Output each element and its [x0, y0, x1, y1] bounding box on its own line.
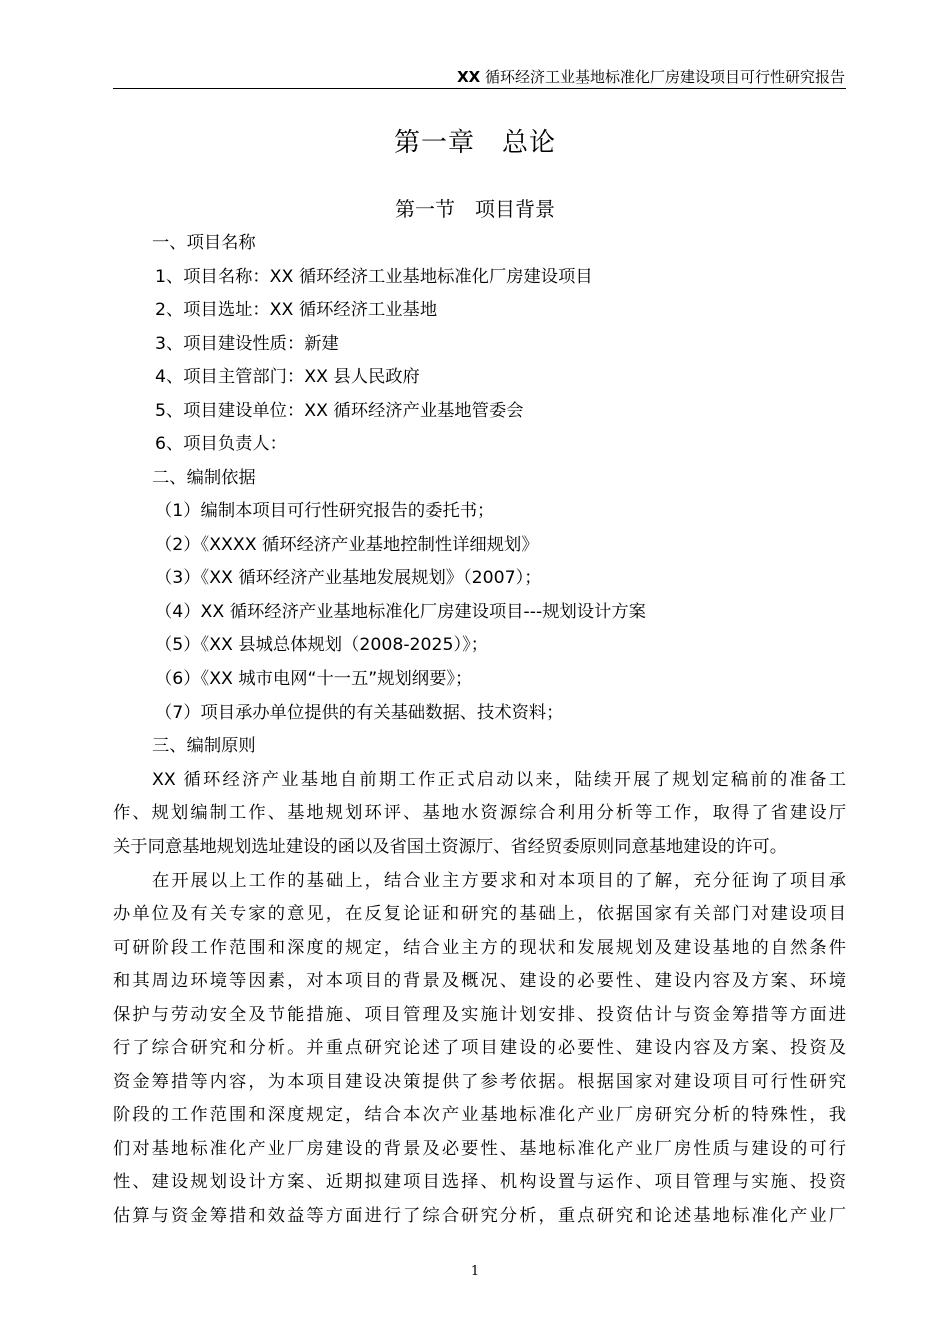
paragraph-line: 行了综合研究和分析。并重点研究论述了项目建设的必要性、建设内容及方案、投资及 — [113, 1038, 846, 1058]
heading-principles: 三、编制原则 — [152, 736, 256, 756]
list-item: 6、项目负责人： — [155, 434, 287, 454]
paragraph-line: 们对基地标准化产业厂房建设的背景及必要性、基地标准化产业厂房性质与建设的可行 — [113, 1139, 846, 1159]
header-title — [457, 66, 845, 87]
paragraph-line: 性、建设规划设计方案、近期拟建项目选择、机构设置与运作、项目管理与实施、投资 — [113, 1172, 846, 1192]
list-item: 3、项目建设性质：新建 — [155, 334, 339, 354]
paragraph-line: XX 循环经济产业基地自前期工作正式启动以来，陆续开展了规划定稿前的准备工 — [152, 770, 846, 790]
page-number: 1 — [470, 1264, 480, 1279]
section-title: 第一节 项目背景 — [395, 197, 555, 221]
chapter-title: 第一章 总论 — [393, 128, 556, 158]
header-title-prefix: XX — [457, 68, 481, 86]
paragraph-line: 在开展以上工作的基础上，结合业主方要求和对本项目的了解，充分征询了项目承 — [152, 871, 846, 891]
list-item: （3）《XX 循环经济产业基地发展规划》（2007）； — [155, 568, 542, 588]
paragraph-line: 办单位及有关专家的意见，在反复论证和研究的基础上，依据国家有关部门对建设项目 — [113, 904, 846, 924]
header-divider — [113, 88, 846, 89]
list-item: 4、项目主管部门：XX 县人民政府 — [155, 367, 420, 387]
paragraph-line: 阶段的工作范围和深度规定，结合本次产业基地标准化产业厂房研究分析的特殊性，我 — [113, 1105, 846, 1125]
heading-basis: 二、编制依据 — [152, 468, 256, 488]
list-item: （7）项目承办单位提供的有关基础数据、技术资料； — [155, 703, 564, 723]
list-item: （6）《XX 城市电网“十一五”规划纲要》； — [155, 669, 473, 689]
list-item: （4）XX 循环经济产业基地标准化厂房建设项目---规划设计方案 — [155, 602, 646, 622]
list-item: （2）《XXXX 循环经济产业基地控制性详细规划》 — [155, 535, 539, 555]
list-item: （1）编制本项目可行性研究报告的委托书； — [155, 501, 495, 521]
list-item: 2、项目选址：XX 循环经济工业基地 — [155, 300, 438, 320]
heading-project-name: 一、项目名称 — [152, 233, 256, 253]
list-item: 5、项目建设单位：XX 循环经济产业基地管委会 — [155, 401, 524, 421]
paragraph-line: 估算与资金筹措和效益等方面进行了综合研究分析，重点研究和论述基地标准化产业厂 — [113, 1206, 846, 1226]
paragraph-line: 保护与劳动安全及节能措施、项目管理及实施计划安排、投资估计与资金筹措等方面进 — [113, 1005, 846, 1025]
paragraph-line: 关于同意基地规划选址建设的函以及省国土资源厅、省经贸委原则同意基地建设的许可。 — [113, 837, 787, 857]
paragraph-line: 和其周边环境等因素，对本项目的背景及概况、建设的必要性、建设内容及方案、环境 — [113, 971, 846, 991]
paragraph-line: 作、规划编制工作、基地规划环评、基地水资源综合利用分析等工作，取得了省建设厅 — [113, 803, 846, 823]
header-title-text: 循环经济工业基地标准化厂房建设项目可行性研究报告 — [480, 68, 845, 86]
list-item: （5）《XX 县城总体规划（2008-2025）》； — [155, 635, 489, 655]
paragraph-line: 可研阶段工作范围和深度的规定，结合业主方的现状和发展规划及建设基地的自然条件 — [113, 938, 846, 958]
paragraph-line: 资金筹措等内容，为本项目建设决策提供了参考依据。根据国家对建设项目可行性研究 — [113, 1072, 846, 1092]
list-item: 1、项目名称：XX 循环经济工业基地标准化厂房建设项目 — [155, 267, 593, 287]
